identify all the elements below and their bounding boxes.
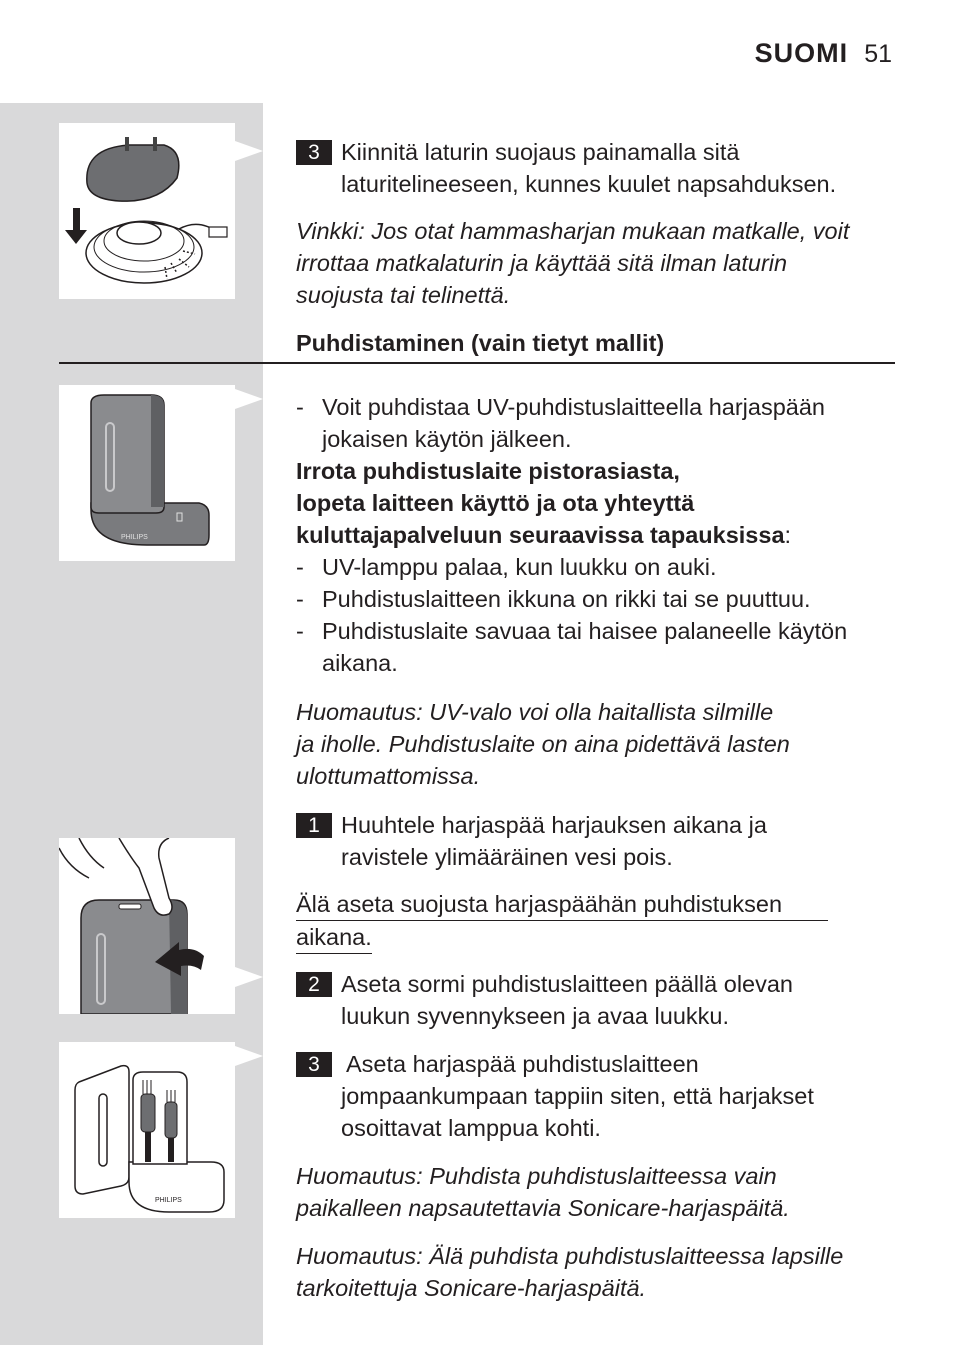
warning-line: Älä aseta suojusta harjaspäähän puhdistuksen bbox=[296, 888, 828, 921]
figure-open-door bbox=[59, 838, 235, 1014]
figure-charger-cover bbox=[59, 123, 235, 299]
kids-brush-head-note bbox=[296, 1240, 896, 1304]
tip-line: Vinkki: Jos otat hammasharjan mukaan matkalle, voit bbox=[296, 218, 850, 244]
figure-pointer bbox=[235, 967, 263, 987]
dash-marker: - bbox=[296, 618, 304, 644]
brush-head-note bbox=[296, 1160, 896, 1224]
warning-line: Irrota puhdistuslaite pistorasiasta, bbox=[296, 458, 680, 484]
warning-colon: : bbox=[784, 522, 792, 548]
warning-line: lopeta laitteen käyttö ja ota yhteyttä bbox=[296, 490, 695, 516]
language-label: SUOMI bbox=[754, 38, 849, 68]
cap-warning bbox=[296, 888, 896, 954]
step-number: 3 bbox=[296, 140, 332, 165]
dash-marker: - bbox=[296, 554, 304, 580]
note-line: Huomautus: Älä puhdista puhdistuslaitteessa lapsille bbox=[296, 1243, 844, 1269]
bullet-item bbox=[296, 583, 896, 615]
dash-marker: - bbox=[296, 394, 304, 420]
note-line: ulottumattomissa. bbox=[296, 763, 481, 789]
brand-text: PHILIPS bbox=[155, 1197, 182, 1204]
charger-cover-illustration bbox=[59, 123, 235, 299]
figure-pointer bbox=[235, 1046, 263, 1066]
step-text-line: Huuhtele harjaspää harjauksen aikana ja bbox=[341, 812, 767, 838]
safety-warning bbox=[296, 455, 896, 551]
intro-line: Voit puhdistaa UV-puhdistuslaitteella harjaspään bbox=[322, 394, 825, 420]
step-1-rinse bbox=[296, 809, 896, 873]
section-heading-cleaning: Puhdistaminen (vain tietyt mallit) bbox=[296, 330, 665, 356]
brand-text: PHILIPS bbox=[121, 534, 148, 541]
page-number: 51 bbox=[864, 40, 892, 68]
step-text-line: luukun syvennykseen ja avaa luukku. bbox=[341, 1003, 729, 1029]
tip-line: irrottaa matkalaturin ja käyttää sitä ilman laturin bbox=[296, 250, 788, 276]
note-line: paikalleen napsautettavia Sonicare-harjaspäitä. bbox=[296, 1195, 790, 1221]
step-text-line: Aseta sormi puhdistuslaitteen päällä olevan bbox=[341, 971, 793, 997]
step-text-line: osoittavat lamppua kohti. bbox=[341, 1115, 601, 1141]
figure-brush-heads bbox=[59, 1042, 235, 1218]
step-text-line: Kiinnitä laturin suojaus painamalla sitä bbox=[341, 139, 740, 165]
page-header bbox=[755, 38, 892, 69]
figure-pointer bbox=[235, 141, 263, 161]
intro-item bbox=[296, 391, 896, 455]
uv-sanitizer-illustration bbox=[59, 385, 235, 561]
tip-line: suojusta tai telinettä. bbox=[296, 282, 511, 308]
bullet-text: UV-lamppu palaa, kun luukku on auki. bbox=[322, 554, 717, 580]
warning-line: kuluttajapalveluun seuraavissa tapauksissa bbox=[296, 522, 785, 548]
bullet-item bbox=[296, 615, 896, 679]
step-number: 3 bbox=[296, 1052, 332, 1077]
step-text-line: laturitelineeseen, kunnes kuulet napsahduksen. bbox=[341, 171, 837, 197]
step-number: 2 bbox=[296, 972, 332, 997]
step-text-line: jompaankumpaan tappiin siten, että harjakset bbox=[341, 1083, 814, 1109]
section-rule bbox=[59, 362, 895, 364]
step-2-open-door bbox=[296, 968, 896, 1032]
brush-heads-illustration bbox=[59, 1042, 235, 1218]
step-text-line: ravistele ylimääräinen vesi pois. bbox=[341, 844, 673, 870]
dash-marker: - bbox=[296, 586, 304, 612]
warning-line: aikana. bbox=[296, 921, 372, 954]
step-text-line: Aseta harjaspää puhdistuslaitteen bbox=[346, 1051, 699, 1077]
intro-line: jokaisen käytön jälkeen. bbox=[322, 426, 572, 452]
bullet-text: Puhdistuslaite savuaa tai haisee palaneelle käytön bbox=[322, 618, 848, 644]
figure-uv-sanitizer bbox=[59, 385, 235, 561]
note-line: Huomautus: UV-valo voi olla haitallista silmille bbox=[296, 699, 774, 725]
note-line: ja iholle. Puhdistuslaite on aina pidettävä lasten bbox=[296, 731, 790, 757]
bullet-text: aikana. bbox=[322, 650, 398, 676]
bullet-item bbox=[296, 551, 896, 583]
bullet-text: Puhdistuslaitteen ikkuna on rikki tai se puuttuu. bbox=[322, 586, 811, 612]
travel-tip bbox=[296, 215, 896, 311]
open-door-illustration bbox=[59, 838, 235, 1014]
note-line: tarkoitettuja Sonicare-harjaspäitä. bbox=[296, 1275, 647, 1301]
step-3-attach-cover bbox=[296, 136, 896, 200]
step-3-place-brush-head bbox=[296, 1048, 896, 1144]
note-line: Huomautus: Puhdista puhdistuslaitteessa vain bbox=[296, 1163, 777, 1189]
uv-note bbox=[296, 696, 896, 792]
figure-pointer bbox=[235, 389, 263, 409]
step-number: 1 bbox=[296, 813, 332, 838]
